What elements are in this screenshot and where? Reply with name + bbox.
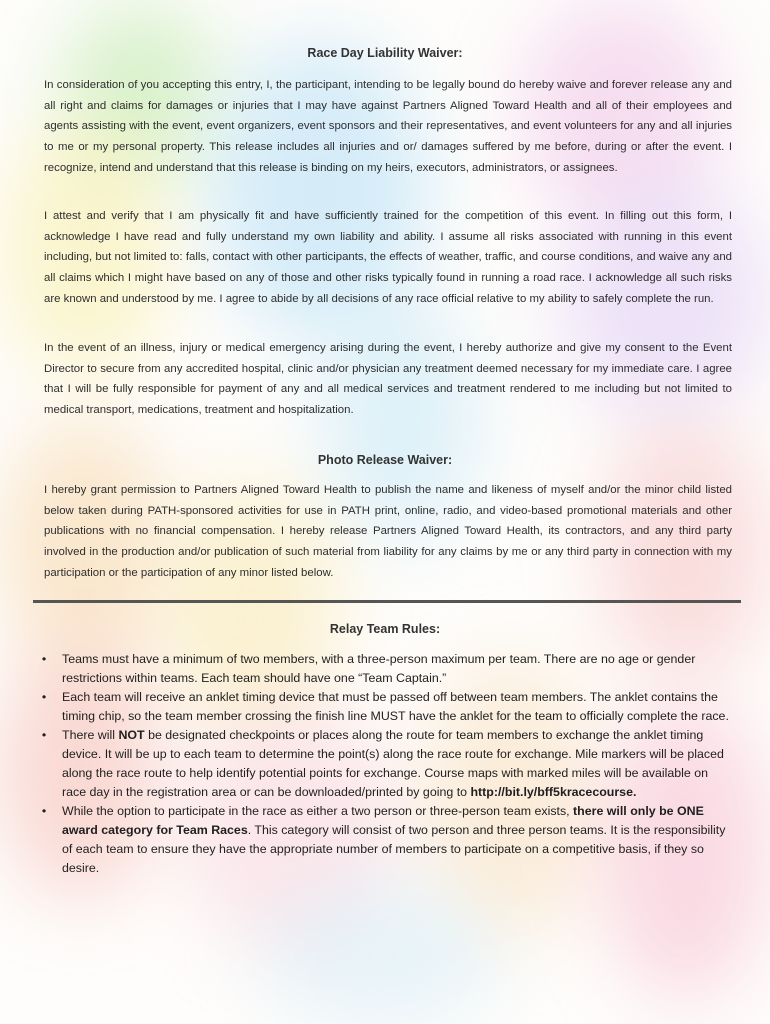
relay-rule-text-end: . This category will consist of two person and three person teams. It is the responsibility of each team to ensure they have the appropriate number of members to participate on a competitive basis, if they so desire. xyxy=(62,823,726,875)
bullet-marker: • xyxy=(41,804,47,818)
relay-rule-emphasis: NOT xyxy=(118,728,145,742)
relay-rule-text-start: While the option to participate in the race as either a two person or three-person team exists, xyxy=(62,804,574,818)
relay-rule-text: Teams must have a minimum of two members, with a three-person maximum per team. There are no age or gender restrictions within teams. Each team should have one “Team Captain.” xyxy=(62,652,696,685)
bullet-marker: • xyxy=(41,690,47,704)
relay-rule-team-size xyxy=(38,650,734,688)
relay-rules-heading: Relay Team Rules: xyxy=(329,622,441,636)
relay-rule-text-start: There will xyxy=(62,728,119,742)
relay-rule-text: Each team will receive an anklet timing device that must be passed off between team members. The anklet contains the timing chip, so the team member crossing the finish line MUST have the anklet for the team to officially complete the race. xyxy=(62,690,729,723)
bullet-marker: • xyxy=(41,652,47,666)
liability-paragraph-1: In consideration of you accepting this entry, I, the participant, intending to be legally bound do hereby waive and forever release any and all right and claims for damages or injuries that I may have against Partners Aligned Toward Health and all of their employees and agents assisting with the event, event organizers, event sponsors and their representatives, and event volunteers for any and all injuries to me or my personal property. This release includes all injuries and or/ damages suffered by me before, during or after the event. I recognize, intend and understand that this release is binding on my heirs, executors, administrators, or assignees. xyxy=(44,79,732,174)
course-map-link[interactable]: http://bit.ly/bff5kracecourse. xyxy=(470,785,637,799)
liability-paragraph-2: I attest and verify that I am physically fit and have sufficiently trained for the competition of this event. In filling out this form, I acknowledge I have read and fully understand my own liability and ability. I assume all risks associated with running in this event including, but not limited to: falls, contact with other participants, the effects of weather, traffic, and course conditions, and waive any and all claims which I might have based on any of those and other risks typically found in running a road race. I acknowledge all such risks are known and understood by me. I agree to abide by all decisions of any race official relative to my ability to safely complete the run. xyxy=(44,210,732,305)
relay-rule-anklet xyxy=(38,688,734,726)
liability-waiver-heading: Race Day Liability Waiver: xyxy=(307,46,463,60)
liability-paragraph-3: In the event of an illness, injury or medical emergency arising during the event, I hereby authorize and give my consent to the Event Director to secure from any accredited hospital, clinic and/or physician any treatment deemed necessary for my immediate care. I agree that I will be fully responsible for payment of any and all medical services and treatment rendered to me including but not limited to medical transport, medications, treatment and hospitalization. xyxy=(44,342,732,417)
relay-rule-text-end: be designated checkpoints or places along the route for team members to exchange the anklet timing device. It will be up to each team to determine the point(s) along the race route for exchange. Mile markers will be placed along the race route to help identify potential points for exchange. Course maps with marked miles will be available on race day in the registration area or can be downloaded/printed by going to xyxy=(62,728,724,799)
photo-release-paragraph: I hereby grant permission to Partners Aligned Toward Health to publish the name and likeness of myself and/or the minor child listed below taken during PATH-sponsored activities for use in PATH print, online, radio, and video-based promotional materials and other publications with no financial compensation. I hereby release Partners Aligned Toward Health, its contractors, and any third party involved in the production and/or publication of such material from liability for any claims by me or any third party in connection with my participation or the participation of any minor listed below. xyxy=(44,484,732,579)
relay-rule-award xyxy=(38,802,734,878)
photo-release-heading: Photo Release Waiver: xyxy=(317,453,453,467)
relay-rule-emphasis: there will only be ONE award category for Team Races xyxy=(62,804,704,837)
relay-rule-exchange xyxy=(38,726,734,802)
section-divider xyxy=(33,600,741,603)
relay-rules-list xyxy=(38,650,734,878)
bullet-marker: • xyxy=(41,728,47,742)
